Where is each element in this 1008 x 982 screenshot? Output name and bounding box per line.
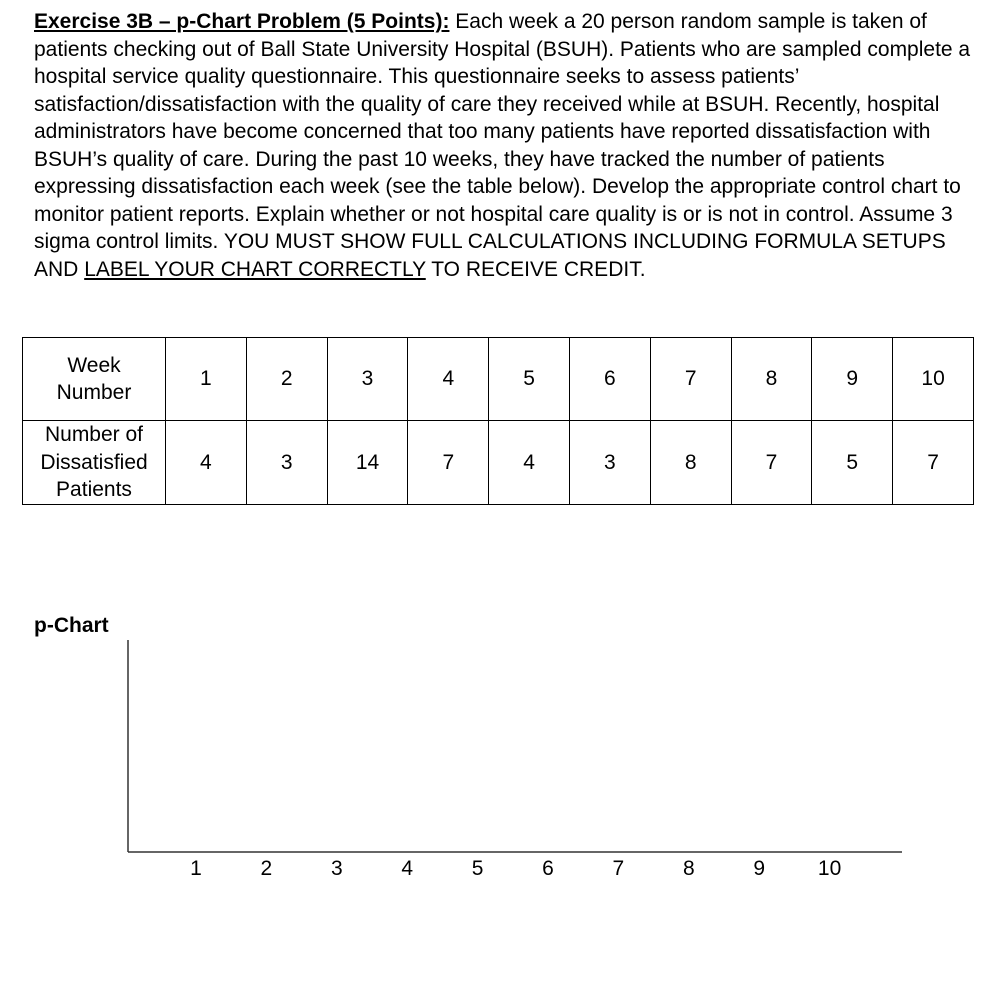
x-tick-label: 4	[401, 857, 414, 880]
week-cell: 8	[731, 338, 812, 421]
week-cell: 7	[650, 338, 731, 421]
x-tick-label: 10	[817, 857, 842, 880]
x-tick-label: 6	[542, 857, 554, 880]
dissatisfied-header-line3: Patients	[56, 478, 132, 501]
week-cell: 5	[489, 338, 570, 421]
week-cell: 9	[812, 338, 893, 421]
dissatisfied-cell: 5	[812, 421, 893, 505]
x-tick-label: 1	[190, 857, 202, 880]
dissatisfied-cell: 8	[650, 421, 731, 505]
dissatisfied-cell: 7	[408, 421, 489, 505]
dissatisfied-cell: 4	[489, 421, 570, 505]
x-tick-label: 8	[682, 857, 695, 880]
week-cell: 3	[327, 338, 408, 421]
week-cell: 1	[166, 338, 247, 421]
dissatisfied-cell: 14	[327, 421, 408, 505]
problem-body-part1: Each week a 20 person random sample is taken of patients checking out of Ball State University Hospital (BSUH). Patients who are sampled complete a hospital service quality questionnaire. This questionnaire seeks to assess patients’ satisfaction/dissatisfaction with the quality of care they received while at BSUH. Recently, hospital administrators have become concerned that too many patients have reported dissatisfaction with BSUH’s quality of care. During the past 10 weeks, they have tracked the number of patients expressing dissatisfaction each week (see the table below). Develop the appropriate control chart to monitor patient reports. Explain whether or not hospital care quality is or is not in control. Assume 3 sigma control limits. YOU MUST SHOW FULL CALCULATIONS INCLUDING FORMULA SETUPS AND	[34, 10, 971, 281]
dissatisfied-cell: 3	[569, 421, 650, 505]
x-tick-label: 5	[471, 857, 484, 880]
problem-title: Exercise 3B – p-Chart Problem (5 Points):	[34, 10, 450, 33]
week-header-line1: Week	[67, 353, 121, 377]
dissatisfied-cell: 4	[166, 421, 247, 505]
dissatisfied-cell: 3	[246, 421, 327, 505]
problem-body-part2: TO RECEIVE CREDIT.	[425, 257, 646, 281]
x-tick-label: 7	[612, 857, 625, 880]
dissatisfied-cell: 7	[731, 421, 812, 505]
x-tick-label: 2	[260, 857, 273, 880]
dissatisfied-header-line1: Number of	[44, 423, 144, 446]
problem-underlined-instruction: LABEL YOUR CHART CORRECTLY	[84, 257, 426, 281]
chart-title: p-Chart	[34, 614, 109, 637]
week-cell: 4	[408, 338, 489, 421]
week-cell: 6	[569, 338, 650, 421]
x-tick-label: 9	[753, 857, 766, 880]
week-cell: 2	[246, 338, 327, 421]
x-tick-label: 3	[330, 857, 343, 880]
dissatisfied-header-line2: Dissatisfied	[40, 450, 148, 474]
x-tick-labels	[190, 857, 841, 880]
week-header-line2: Number	[56, 381, 132, 404]
dissatisfied-cell: 7	[893, 421, 974, 505]
week-cell: 10	[893, 338, 974, 421]
